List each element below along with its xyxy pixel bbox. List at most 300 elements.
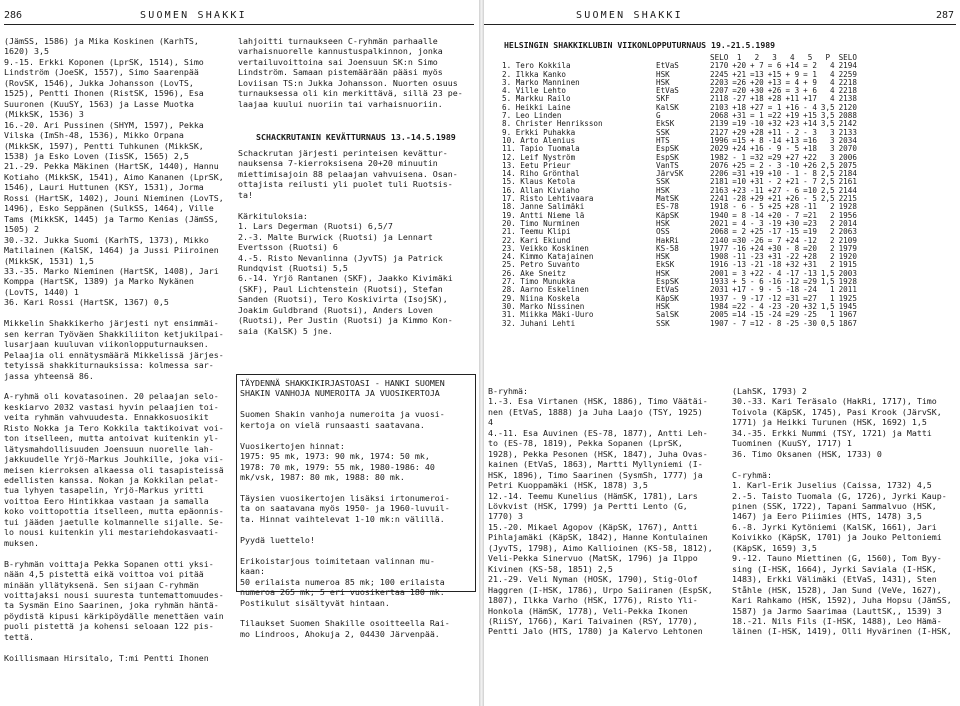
- score-cell: =32: [750, 152, 764, 162]
- club-cell: EspSK: [656, 277, 679, 287]
- score-cell: +26: [803, 160, 817, 170]
- score-cell: 4: [830, 94, 835, 104]
- text-line: 36. Timo Oksanen (HSK, 1733) 0: [732, 448, 882, 459]
- score-cell: +20: [750, 77, 764, 87]
- text-line: turnauksessa oli kin merkittävä, sillä 23 pe-: [238, 88, 463, 99]
- score-cell: -17: [750, 293, 764, 303]
- score-cell: - 7: [803, 177, 817, 187]
- player-name-cell: 7. Leo Linden: [502, 111, 562, 121]
- club-cell: HSK: [656, 218, 670, 228]
- score-cell: 2203: [710, 77, 729, 87]
- score-cell: + 9: [785, 69, 800, 79]
- score-cell: 1,5: [820, 268, 835, 278]
- score-cell: - 6: [732, 202, 747, 212]
- table-header-cell: 4: [790, 53, 795, 62]
- text-line: muksen.: [4, 537, 39, 548]
- club-cell: OSS: [656, 227, 670, 237]
- score-cell: 2006: [838, 152, 857, 162]
- player-name-cell: 28. Aarno Eskelinen: [502, 285, 589, 295]
- score-cell: +11: [767, 127, 782, 137]
- text-line: 6.-8. Jyrki Kytöniemi (KalSK, 1661), Jari: [732, 521, 937, 532]
- score-cell: =14: [732, 310, 747, 320]
- club-cell: HSK: [656, 252, 670, 262]
- score-cell: 1: [830, 285, 835, 295]
- ad-line: ta on saatavana myös 1950- ja 1960-luvuil-: [240, 503, 450, 514]
- text-line: Petri Kuoppamäki (HSK, 1878) 3,5: [488, 480, 648, 491]
- ad-line: mk/vsk, 1987: 80 mk, 1988: 80 mk.: [240, 472, 405, 483]
- score-cell: +27: [785, 152, 800, 162]
- text-line: B-ryhmä:: [488, 386, 528, 396]
- score-cell: -10: [785, 160, 800, 170]
- score-cell: -21: [750, 260, 764, 270]
- score-cell: +31: [767, 252, 782, 262]
- text-line: 18.-21. Nils Fils (I-HSK, 1488), Leo Hämä-: [732, 615, 942, 626]
- score-cell: 2075: [838, 160, 857, 170]
- score-cell: =22: [732, 301, 747, 311]
- left-column-2-results: [238, 148, 474, 336]
- score-cell: + 5: [732, 277, 747, 287]
- score-cell: 2133: [838, 127, 857, 137]
- club-cell: EkSK: [656, 260, 675, 270]
- text-line: Mikkelin Shakkikerho järjesti nyt ensimmäi-: [4, 318, 219, 329]
- score-cell: =29: [767, 152, 782, 162]
- score-cell: 1: [830, 293, 835, 303]
- score-cell: = 1: [767, 102, 782, 112]
- score-cell: - 5: [803, 194, 817, 204]
- score-cell: -11: [750, 185, 764, 195]
- text-line: edellisten kanssa. Nokan ja Kokkilan pelat-: [4, 475, 219, 486]
- player-name-cell: 27. Timo Munukka: [502, 277, 576, 287]
- text-line: (JämSS, 1586) ja Mika Koskinen (KarhTS,: [4, 36, 199, 46]
- header-rule-right: [484, 24, 956, 25]
- text-line: Komppa (HartSK, 1389) ja Marko Nykänen: [4, 276, 194, 287]
- table-row: [500, 320, 859, 328]
- club-cell: EtVaS: [656, 61, 679, 71]
- text-line: lo nousi kuitenkin yli mestariehdokasvaati-: [4, 527, 219, 538]
- score-cell: +16: [785, 102, 800, 112]
- text-line: to (ES-78, 1819), Pekka Sopanen (LprSK,: [488, 438, 683, 449]
- score-cell: - 7: [785, 210, 800, 220]
- score-cell: =29: [803, 277, 817, 287]
- ad-line: 50 erilaista numeroa 85 mk; 100 erilaista: [240, 576, 445, 587]
- text-line: 16.-20. Ari Pussinen (SHYM, 1597), Pekka: [4, 119, 204, 130]
- score-cell: =10: [732, 177, 747, 187]
- text-line: Lindström. Samaan pistemäärään pääsi myös: [238, 67, 443, 78]
- player-name-cell: 4. Ville Lehto: [502, 86, 567, 96]
- text-line: saia (KalSK) 5 jne.: [238, 325, 333, 336]
- score-cell: 4: [830, 69, 835, 79]
- text-line: ta Sysmän Eino Saarinen, joka ryhmän häntä-: [4, 600, 219, 611]
- text-line: Evertsson (Ruotsi) 6: [238, 242, 338, 253]
- ad-line: Pyydä luettelo!: [240, 534, 315, 545]
- text-line: 1807), Ilkka Varho (HSK, 1776), Risto Yli-: [488, 595, 698, 606]
- text-line: Pihlajamäki (KäpSK, 1842), Hanne Kontulainen: [488, 532, 708, 543]
- score-cell: = 4: [732, 218, 747, 228]
- text-line: minään yllätyksenä. Sen sijaan C-ryhmän: [4, 579, 199, 590]
- score-cell: 3: [830, 144, 835, 154]
- club-cell: EkSK: [656, 119, 675, 129]
- player-name-cell: 17. Risto Lehtivaara: [502, 194, 594, 204]
- score-cell: -11: [803, 202, 817, 212]
- score-cell: 2,5: [820, 194, 835, 204]
- player-name-cell: 18. Janne Salimäki: [502, 202, 585, 212]
- text-line: 1928), Pekka Pesonen (HSK, 1847), Juha Ovas-: [488, 448, 708, 459]
- ad-line: [240, 608, 472, 618]
- score-cell: 2011: [838, 285, 857, 295]
- score-cell: 2163: [710, 185, 729, 195]
- text-line: 1546), Lauri Huttunen (KSY, 1531), Jorma: [4, 182, 204, 193]
- score-cell: -25: [803, 310, 817, 320]
- score-cell: 2109: [838, 235, 857, 245]
- score-cell: +28: [785, 202, 800, 212]
- text-line: Loviisan TS:n Jukka Johansson. Nuorten osuus: [238, 77, 458, 88]
- score-cell: -14: [750, 210, 764, 220]
- text-line: (SKF), Paul Lichtenstein (Ruotsi), Stefan: [238, 283, 443, 294]
- score-cell: 2,5: [820, 185, 835, 195]
- score-cell: +29: [732, 127, 747, 137]
- text-line: Veli-Pekka Sinervuo (MatSK, 1796) ja Ilppo: [488, 553, 698, 564]
- club-cell: HSK: [656, 268, 670, 278]
- score-cell: = 4: [785, 77, 800, 87]
- club-cell: KalSK: [656, 102, 679, 112]
- score-cell: =23: [803, 218, 817, 228]
- club-cell: HSK: [656, 301, 670, 311]
- player-name-cell: 21. Teemu Klipi: [502, 227, 571, 237]
- player-name-cell: 23. Veikko Koskinen: [502, 243, 589, 253]
- club-cell: MatSK: [656, 194, 679, 204]
- score-cell: 2: [830, 252, 835, 262]
- ad-line: kertoja on vielä runsaasti saatavana.: [240, 419, 425, 430]
- score-cell: =16: [803, 135, 817, 145]
- text-line: kainen (EtVaS, 1863), Martti Myllyniemi (I-: [488, 459, 703, 470]
- score-cell: 2139: [710, 119, 729, 129]
- ad-line: [240, 399, 472, 409]
- player-name-cell: 9. Erkki Puhakka: [502, 127, 576, 137]
- player-name-cell: 10. Arto Alenius: [502, 135, 576, 145]
- score-cell: 2: [830, 227, 835, 237]
- score-cell: = 1: [803, 69, 817, 79]
- score-cell: -18: [767, 260, 782, 270]
- score-cell: 2215: [838, 194, 857, 204]
- score-cell: +15: [803, 111, 817, 121]
- text-line: Matilainen (KalSK, 1464) ja Jussi Piiroinen: [4, 245, 219, 256]
- ad-line: Täysien vuosikertojen lisäksi irtonumeroi-: [240, 492, 450, 503]
- score-cell: -17: [767, 227, 782, 237]
- score-cell: 2034: [838, 135, 857, 145]
- player-name-cell: 31. Miikka Mäki-Uuro: [502, 310, 594, 320]
- text-line: Kari Rahkamo (HSK, 1592), Juha Hopsu (JämSS,: [732, 595, 952, 606]
- score-cell: +27: [767, 185, 782, 195]
- score-cell: +32: [785, 260, 800, 270]
- text-line: miettimisajoin 88 pelaajan vahvuisena. Osan-: [238, 168, 458, 179]
- score-cell: =19: [803, 227, 817, 237]
- score-cell: +18: [732, 102, 747, 112]
- right-column-1: [488, 386, 718, 637]
- score-cell: 1937: [710, 293, 729, 303]
- score-cell: =21: [803, 210, 817, 220]
- score-cell: 2070: [838, 144, 857, 154]
- score-cell: 2: [830, 218, 835, 228]
- text-line: Schackrutan järjesti perinteisen kevättur-: [238, 148, 448, 158]
- score-cell: 2088: [838, 111, 857, 121]
- score-cell: + 9: [803, 77, 817, 87]
- score-cell: 2,5: [820, 177, 835, 187]
- text-line: nään 4,5 pistettä eikä voittoa voi pitää: [4, 569, 204, 580]
- score-cell: +24: [732, 144, 747, 154]
- score-cell: - 9: [750, 285, 764, 295]
- text-line: Risto Nokka ja Tero Kokkila taktikoivat voi-: [4, 422, 224, 433]
- score-cell: -28: [732, 194, 747, 204]
- club-cell: ES-78: [656, 202, 679, 212]
- text-line: 4.-11. Esa Auvinen (ES-78, 1877), Antti Leh-: [488, 427, 708, 438]
- club-cell: EtVaS: [656, 86, 679, 96]
- text-line: 6.-14. Yrjö Rantanen (SKF), Jaakko Kivimäki: [238, 273, 453, 284]
- table-header-cell: P: [825, 53, 831, 62]
- score-cell: - 1: [785, 169, 800, 179]
- club-cell: SKF: [656, 94, 670, 104]
- score-cell: = 6: [767, 61, 782, 71]
- score-cell: 2021: [710, 218, 729, 228]
- text-line: (MikkSK, 1597), Pentti Tuhkunen (MikkSK,: [4, 140, 204, 151]
- score-cell: +31: [803, 260, 817, 270]
- score-cell: 2218: [838, 77, 857, 87]
- score-cell: +31: [732, 111, 747, 121]
- text-line: [4, 548, 230, 558]
- score-cell: +30: [750, 86, 764, 96]
- text-line: [4, 642, 230, 652]
- score-cell: -20: [785, 301, 800, 311]
- score-cell: +10: [767, 169, 782, 179]
- score-cell: -10: [750, 119, 764, 129]
- score-cell: - 5: [785, 144, 800, 154]
- text-line: 1.-3. Esa Virtanen (HSK, 1886), Timo Väätäi-: [488, 396, 708, 407]
- club-cell: SSK: [656, 318, 670, 328]
- score-cell: -12: [767, 293, 782, 303]
- ad-line: ta. Hinnat vaihtelevat 1-10 mk:n välillä.: [240, 513, 445, 524]
- player-name-cell: 12. Leif Nyström: [502, 152, 576, 162]
- player-name-cell: 8. Christer Henriksson: [502, 119, 603, 129]
- score-cell: +21: [732, 69, 747, 79]
- score-cell: - 2: [785, 127, 800, 137]
- ad-line: Erikoistarjous toimitetaan valinnan mu-: [240, 555, 435, 566]
- text-line: Haggren (I-HSK, 1786), Urpo Saiiranen (EspSK,: [488, 584, 713, 595]
- score-cell: -23: [767, 301, 782, 311]
- score-cell: = 3: [732, 268, 747, 278]
- table-header-cell: SELO: [710, 53, 729, 62]
- club-cell: HSK: [656, 185, 670, 195]
- score-cell: - 3: [750, 218, 764, 228]
- table-header-cell: 2: [754, 53, 760, 62]
- ad-line: numeroa 265 mk; 5 eri vuosikertaa 180 mk.: [240, 587, 445, 598]
- score-cell: -13: [732, 260, 747, 270]
- score-cell: 1940: [710, 210, 729, 220]
- text-line: sen kerran Työväen Shakkiliiton ketjukilpai-: [4, 328, 224, 339]
- score-cell: +29: [750, 194, 764, 204]
- score-cell: 2241: [710, 194, 729, 204]
- score-cell: -16: [767, 277, 782, 287]
- text-line: tettä.: [4, 631, 34, 642]
- text-line: (MikkSK, 1536) 3: [4, 109, 84, 120]
- score-cell: - 4: [750, 301, 764, 311]
- score-cell: -12: [803, 235, 817, 245]
- club-cell: VanTS: [656, 160, 679, 170]
- text-line: lahjoitti turnaukseen C-ryhmän parhaalle: [238, 36, 438, 46]
- score-cell: -22: [785, 252, 800, 262]
- player-name-cell: 22. Kari Ekiund: [502, 235, 571, 245]
- score-cell: 2142: [838, 119, 857, 129]
- ad-line: 1975: 95 mk, 1973: 90 mk, 1974: 50 mk,: [240, 451, 430, 462]
- club-cell: G: [656, 111, 661, 121]
- text-line: 1587) ja Jarmo Saarimaa (LauttSK,, 1539) 3: [732, 605, 942, 616]
- score-cell: 2103: [710, 102, 729, 112]
- player-name-cell: 26. Ake Sneitz: [502, 268, 567, 278]
- score-cell: 2029: [710, 144, 729, 154]
- score-cell: 2245: [710, 69, 729, 79]
- text-line: jassa yhteensä 86.: [4, 370, 94, 381]
- score-cell: +17: [732, 285, 747, 295]
- ad-line: Suomen Shakin vanhoja numeroita ja vuosi-: [240, 409, 445, 420]
- score-cell: + 8: [750, 135, 764, 145]
- score-cell: - 6: [750, 277, 764, 287]
- score-cell: 2: [830, 235, 835, 245]
- score-cell: 2068: [710, 111, 729, 121]
- text-line: Pentti Jalo (HTS, 1780) ja Kalervo Lehtonen: [488, 626, 703, 637]
- text-line: Pelaajia oli ennätysmäärä Mikkelissä järjes-: [4, 349, 224, 360]
- text-line: A-ryhmä oli kovatasoinen. 20 pelaajan selo-: [4, 391, 219, 402]
- ad-line: Postikulut sisältyvät hintaan.: [240, 597, 390, 608]
- text-line: koko voittopottia itselleen, mutta epäonnis-: [4, 506, 224, 517]
- score-cell: 1915: [838, 260, 857, 270]
- text-line: 1620) 3,5: [4, 46, 49, 57]
- club-cell: HakRi: [656, 235, 679, 245]
- score-cell: +30: [767, 243, 782, 253]
- score-cell: =20: [732, 86, 747, 96]
- score-cell: 1933: [710, 277, 729, 287]
- club-cell: KäpSK: [656, 293, 679, 303]
- ad-line: SHAKIN VANHOJA NUMEROITA JA VUOSIKERTOJA: [240, 388, 440, 399]
- score-cell: =31: [732, 169, 747, 179]
- text-line: tetyissä shakkiturnauksissa: kolmessa sar-: [4, 360, 214, 371]
- club-cell: HSK: [656, 69, 670, 79]
- score-cell: = 2: [732, 227, 747, 237]
- schackrutan-heading: SCHACKRUTANIN KEVÄTTURNAUS 13.-14.5.1989: [256, 132, 456, 142]
- text-line: 30.-33. Kari Teräsalo (HakRi, 1717), Timo: [732, 396, 937, 407]
- text-line: [4, 308, 230, 318]
- text-line: Rundqvist (Ruotsi) 5,5: [238, 262, 348, 273]
- text-line: laajaa kuului nuoriin tai varhaisnuoriin.: [238, 98, 443, 109]
- score-cell: 2218: [838, 86, 857, 96]
- club-cell: KäpSK: [656, 210, 679, 220]
- text-line: läinen (I-HSK, 1419), Olli Hyvärinen (I-HSK,: [732, 626, 952, 637]
- text-line: 1538) ja Esko Loven (IisSK, 1565) 2,5: [4, 150, 189, 161]
- player-name-cell: 2. Ilkka Kanko: [502, 69, 567, 79]
- club-cell: KS-58: [656, 243, 679, 253]
- score-cell: 2068: [710, 227, 729, 237]
- score-cell: 1920: [838, 252, 857, 262]
- text-line: 33.-35. Marko Nieminen (HartSK, 1408), Jari: [4, 265, 219, 276]
- score-cell: = 1: [750, 111, 764, 121]
- text-line: lätysmahdollisuuden Joensuun nuorelle lah-: [4, 443, 214, 454]
- player-name-cell: 19. Antti Nieme lä: [502, 210, 585, 220]
- player-name-cell: 3. Marko Manninen: [502, 77, 580, 87]
- score-cell: +24: [785, 235, 800, 245]
- club-cell: SSK: [656, 127, 670, 137]
- club-cell: HSK: [656, 77, 670, 87]
- table-header-cell: 5: [807, 53, 813, 62]
- score-cell: 1977: [710, 243, 729, 253]
- score-cell: -24: [767, 310, 782, 320]
- text-line: 1496), Esko Seppänen (SulkSS, 1464), Ville: [4, 203, 214, 214]
- score-cell: 1996: [710, 135, 729, 145]
- player-name-cell: 14. Riho Grönthal: [502, 169, 580, 179]
- club-cell: JärvSK: [656, 169, 684, 179]
- score-cell: +25: [732, 160, 747, 170]
- text-line: Suuronen (KuuSY, 1563) ja Lasse Muotka: [4, 98, 194, 109]
- text-line: B-ryhmän voittaja Pekka Sopanen otti yksi-: [4, 558, 214, 569]
- right-column-2: [732, 386, 958, 637]
- score-cell: +19: [785, 111, 800, 121]
- text-line: 4.-5. Risto Nevanlinna (JyvTS) ja Patrick: [238, 252, 443, 263]
- score-cell: 2063: [838, 227, 857, 237]
- score-cell: 3,5: [820, 102, 835, 112]
- score-cell: 4: [830, 61, 835, 71]
- score-cell: +21: [767, 194, 782, 204]
- score-cell: - 9: [767, 144, 782, 154]
- text-line: jakkuudelle Yrjö-Markus Jouhkille, joka vii-: [4, 454, 224, 465]
- score-cell: +31: [750, 177, 764, 187]
- text-line: [238, 200, 474, 210]
- text-line: 36. Kari Rossi (HartSK, 1367) 0,5: [4, 297, 169, 308]
- score-cell: 1982: [710, 152, 729, 162]
- text-line: 1. Karl-Erik Juselius (Caissa, 1732) 4,5: [732, 480, 932, 491]
- score-cell: 3,5: [820, 119, 835, 129]
- score-cell: =30: [732, 235, 747, 245]
- tournament-table-title: HELSINGIN SHAKKIKLUBIN VIIKONLOPPUTURNAUS 19.-21.5.1989: [504, 40, 776, 50]
- score-cell: 2031: [710, 285, 729, 295]
- text-line: nauksensa 7-kierroksisena 20+20 minuutin: [238, 158, 438, 169]
- score-cell: - 8: [803, 169, 817, 179]
- running-head-left: SUOMEN SHAKKI: [140, 10, 247, 21]
- page-number-left: 286: [4, 10, 23, 21]
- text-line: 2.-5. Taisto Tuomala (G, 1726), Jyrki Kaup-: [732, 490, 947, 501]
- club-cell: HTS: [656, 135, 670, 145]
- score-cell: - 8: [767, 318, 782, 328]
- score-cell: = 2: [803, 61, 817, 71]
- ad-line: 1978: 70 mk, 1979: 55 mk, 1980-1986: 40: [240, 461, 435, 472]
- score-cell: +16: [750, 144, 764, 154]
- score-cell: +13: [785, 135, 800, 145]
- score-cell: +23: [732, 185, 747, 195]
- score-cell: 1867: [838, 318, 857, 328]
- score-cell: -17: [785, 268, 800, 278]
- ad-line: [240, 430, 472, 440]
- text-line: 1525), Pentti Ihonen (RistSK, 1596), Esa: [4, 88, 204, 99]
- score-cell: -15: [785, 227, 800, 237]
- score-cell: - 6: [785, 185, 800, 195]
- text-line: C-ryhmä:: [732, 469, 772, 480]
- text-line: Honkola (HämSK, 1778), Veli-Pekka Ikonen: [488, 605, 688, 616]
- score-cell: =26: [732, 77, 747, 87]
- text-line: (Ruotsi), Per Justin (Ruotsi) ja Kimmo Kon-: [238, 315, 453, 326]
- score-cell: + 7: [750, 61, 764, 71]
- score-cell: =29: [785, 310, 800, 320]
- score-cell: =19: [732, 119, 747, 129]
- player-name-cell: 29. Niina Koskela: [502, 293, 580, 303]
- text-line: Kärkituloksia:: [238, 210, 308, 221]
- text-line: ta!: [238, 189, 253, 200]
- text-line: Joakim Guldbrand (Ruotsi), Anders Loven: [238, 304, 433, 315]
- score-cell: +25: [767, 202, 782, 212]
